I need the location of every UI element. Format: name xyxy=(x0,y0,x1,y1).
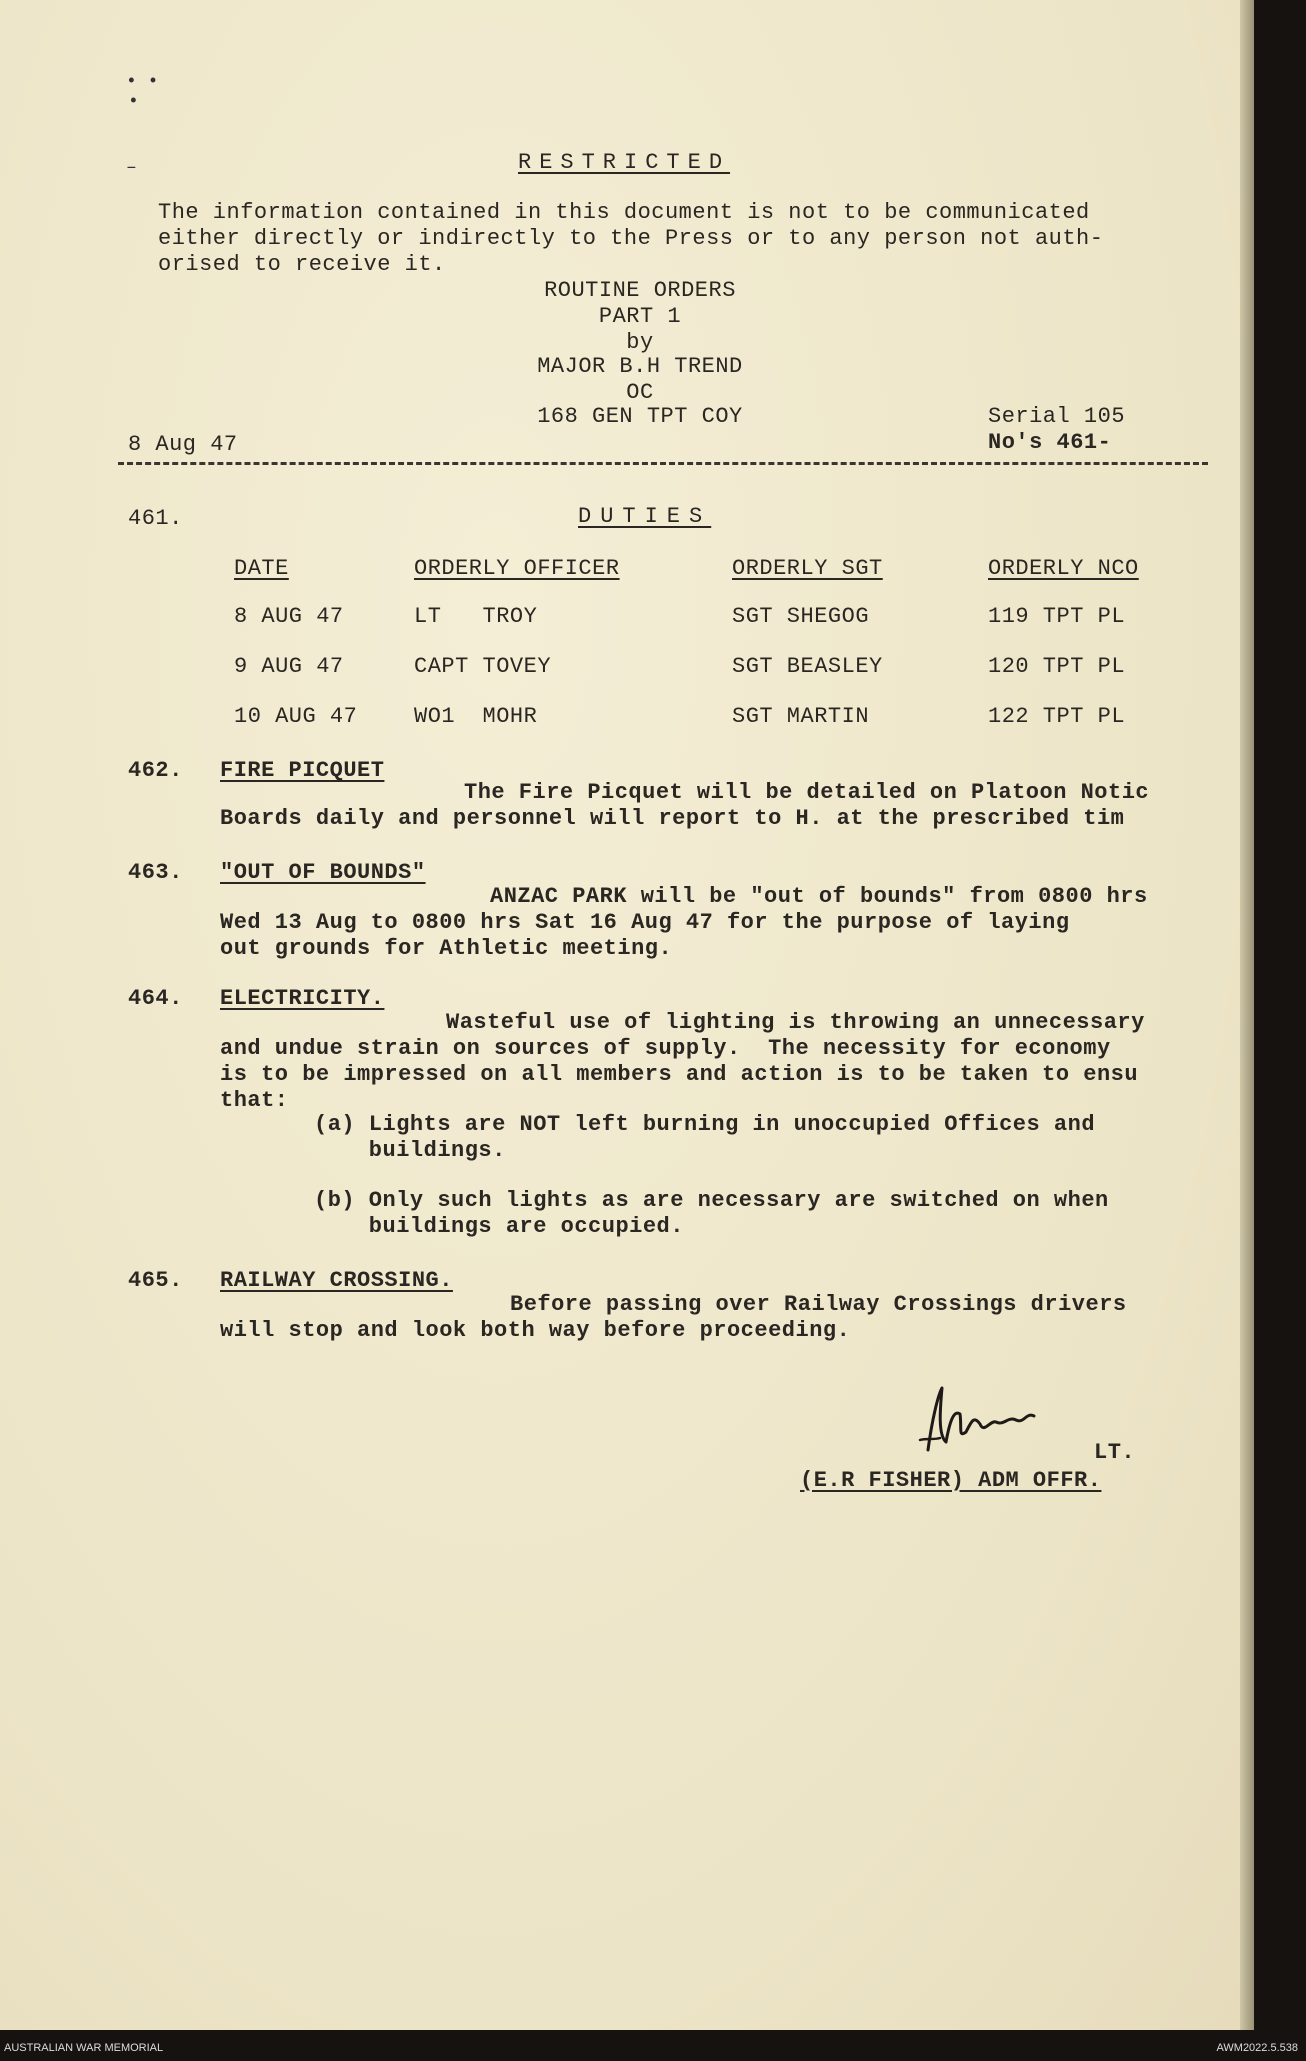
order-numbers: No's 461- xyxy=(988,430,1112,455)
table-cell: SGT SHEGOG xyxy=(732,604,870,629)
body-line: that: xyxy=(220,1088,289,1113)
separator-line xyxy=(118,462,1208,465)
item-number: 462. xyxy=(128,758,183,783)
notice-line: The information contained in this document is not to be communicated xyxy=(158,200,1090,225)
body-line: Wasteful use of lighting is throwing an unnecessary xyxy=(446,1010,1145,1035)
item-heading: FIRE PICQUET xyxy=(220,758,385,783)
table-cell: LT TROY xyxy=(414,604,538,629)
body-line: The Fire Picquet will be detailed on Platoon Notic xyxy=(464,780,1150,805)
table-cell: 8 AUG 47 xyxy=(234,604,344,629)
handwritten-signature xyxy=(900,1380,1110,1460)
title-line: MAJOR B.H TREND xyxy=(537,354,743,379)
punch-mark: – xyxy=(126,158,137,178)
item-heading: "OUT OF BOUNDS" xyxy=(220,860,426,885)
item-heading: RAILWAY CROSSING. xyxy=(220,1268,453,1293)
table-cell: CAPT TOVEY xyxy=(414,654,552,679)
footer-reference: AWM2022.5.538 xyxy=(1216,2042,1298,2054)
table-cell: 10 AUG 47 xyxy=(234,704,358,729)
item-heading: ELECTRICITY. xyxy=(220,986,385,1011)
punch-mark: • • xyxy=(126,72,159,92)
body-line: is to be impressed on all members and action is to be taken to ensu xyxy=(220,1062,1139,1087)
column-header-orderly-officer: ORDERLY OFFICER xyxy=(414,556,620,581)
body-line: Wed 13 Aug to 0800 hrs Sat 16 Aug 47 for the purpose of laying xyxy=(220,910,1070,935)
item-number: 463. xyxy=(128,860,183,885)
signatory-name: (E.R FISHER) ADM OFFR. xyxy=(800,1468,1102,1493)
sub-item-line: buildings. xyxy=(314,1138,506,1163)
sub-item-line: (b) Only such lights as are necessary are switched on when xyxy=(314,1188,1109,1213)
body-line: and undue strain on sources of supply. The necessity for economy xyxy=(220,1036,1111,1061)
punch-mark: • xyxy=(128,92,139,112)
column-header-date: DATE xyxy=(234,556,289,581)
notice-line: either directly or indirectly to the Press or to any person not auth- xyxy=(158,226,1104,251)
order-date: 8 Aug 47 xyxy=(128,432,238,457)
table-cell: 120 TPT PL xyxy=(988,654,1126,679)
body-line: Before passing over Railway Crossings drivers xyxy=(510,1292,1127,1317)
body-line: Boards daily and personnel will report to H. at the prescribed tim xyxy=(220,806,1125,831)
item-number: 464. xyxy=(128,986,183,1011)
table-cell: SGT BEASLEY xyxy=(732,654,883,679)
table-cell: 119 TPT PL xyxy=(988,604,1126,629)
title-line: ROUTINE ORDERS xyxy=(544,278,736,303)
notice-line: orised to receive it. xyxy=(158,252,446,277)
table-cell: 9 AUG 47 xyxy=(234,654,344,679)
sub-item-line: (a) Lights are NOT left burning in unoccupied Offices and xyxy=(314,1112,1096,1137)
sub-item-line: buildings are occupied. xyxy=(314,1214,684,1239)
title-line: OC xyxy=(626,380,654,405)
page-edge xyxy=(1240,0,1254,2030)
column-header-orderly-sgt: ORDERLY SGT xyxy=(732,556,883,581)
classification-heading: RESTRICTED xyxy=(518,150,731,175)
signatory-rank: LT. xyxy=(1094,1440,1136,1465)
title-line: 168 GEN TPT COY xyxy=(537,404,743,429)
body-line: ANZAC PARK will be "out of bounds" from 0800 hrs xyxy=(490,884,1148,909)
duties-heading: DUTIES xyxy=(578,504,712,529)
column-header-orderly-nco: ORDERLY NCO xyxy=(988,556,1139,581)
table-cell: WO1 MOHR xyxy=(414,704,538,729)
body-line: will stop and look both way before proceeding. xyxy=(220,1318,851,1343)
body-line: out grounds for Athletic meeting. xyxy=(220,936,673,961)
item-number: 465. xyxy=(128,1268,183,1293)
footer-archive-name: AUSTRALIAN WAR MEMORIAL xyxy=(4,2042,164,2054)
title-line: by xyxy=(626,330,654,355)
table-cell: SGT MARTIN xyxy=(732,704,870,729)
item-number: 461. xyxy=(128,506,183,531)
table-cell: 122 TPT PL xyxy=(988,704,1126,729)
title-line: PART 1 xyxy=(598,304,682,329)
serial-number: Serial 105 xyxy=(988,404,1126,429)
